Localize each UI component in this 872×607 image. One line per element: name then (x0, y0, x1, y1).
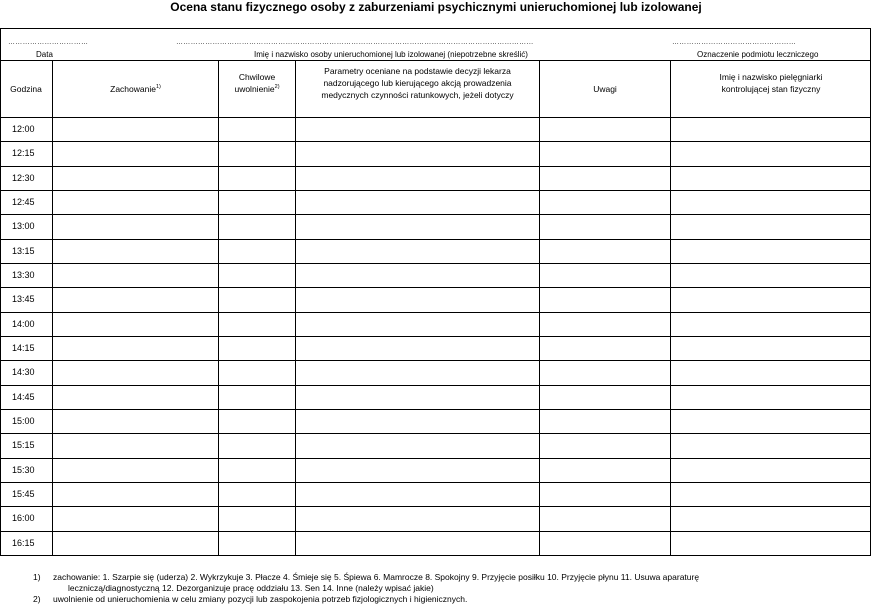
time-cell: 15:45 (12, 489, 35, 499)
time-cell: 12:00 (12, 124, 35, 134)
time-cell: 13:00 (12, 221, 35, 231)
footnote-ref-1: 1) (155, 84, 161, 90)
header-release-line2: uwolnienie (234, 84, 275, 94)
time-cell: 12:15 (12, 148, 35, 158)
footnote-1-marker: 1) (33, 572, 41, 582)
table-row-line (0, 287, 871, 288)
header-params-line3: medycznych czynności ratunkowych, jeżeli dotyczy (321, 90, 514, 100)
header-hour (0, 61, 52, 117)
table-row-line (0, 190, 871, 191)
time-cell: 16:00 (12, 513, 35, 523)
header-release-line1: Chwilowe (238, 72, 276, 82)
time-cell: 12:45 (12, 197, 35, 207)
time-cell: 14:30 (12, 367, 35, 377)
time-cell: 13:15 (12, 246, 35, 256)
table-row-line (0, 214, 871, 215)
document-title: Ocena stanu fizycznego osoby z zaburzeniami psychicznymi unieruchomionej lub izolowanej (170, 0, 702, 14)
footnote-1-line2: leczniczą/diagnostyczną 12. Dezorganizuje pracę oddziału 13. Sen 14. Inne (należy wpisać jakie) (68, 583, 434, 593)
header-behavior-text: Zachowanie (110, 84, 156, 94)
footnote-1-line1: zachowanie: 1. Szarpie się (uderza) 2. Wykrzykuje 3. Płacze 4. Śmieje się 5. Śpiewa 6. Mamrocze 8. Spokojny 9. Przyjęcie posiłku 10. Przyjęcie płynu 11. Usuwa aparaturę (53, 572, 700, 582)
date-label: Data (36, 50, 53, 59)
table-row-line (0, 531, 871, 532)
time-cell: 15:00 (12, 416, 35, 426)
column-divider-behavior (218, 60, 219, 556)
column-divider-hour (52, 60, 53, 556)
time-cell: 13:45 (12, 294, 35, 304)
header-nurse (671, 61, 871, 105)
facility-field[interactable]: …………………………………………… (672, 39, 797, 46)
table-row-line (0, 166, 871, 167)
time-cell: 13:30 (12, 270, 35, 280)
table-row-line (0, 239, 871, 240)
facility-label: Oznaczenie podmiotu leczniczego (697, 50, 819, 59)
time-cell: 15:15 (12, 440, 35, 450)
time-cell: 14:45 (12, 392, 35, 402)
header-release (219, 61, 295, 105)
header-nurse-line2: kontrolującej stan fizyczny (721, 84, 821, 94)
table-row-line (0, 458, 871, 459)
table-row-line (0, 263, 871, 264)
time-cell: 14:00 (12, 319, 35, 329)
table-row-line (0, 141, 871, 142)
time-cell: 15:30 (12, 465, 35, 475)
time-cell: 12:30 (12, 173, 35, 183)
table-row-line (0, 506, 871, 507)
table-row-line (0, 482, 871, 483)
patient-name-label: Imię i nazwisko osoby unieruchomionej lub izolowanej (niepotrzebne skreślić) (254, 50, 528, 59)
header-behavior (53, 61, 218, 117)
header-hour-text: Godzina (10, 84, 42, 94)
column-divider-params (539, 60, 540, 556)
header-parameters (296, 61, 539, 105)
table-row-line (0, 360, 871, 361)
header-params-line1: Parametry oceniane na podstawie decyzji lekarza (324, 66, 511, 76)
table-row-line (0, 117, 871, 118)
table-row-line (0, 409, 871, 410)
table-row-line (0, 312, 871, 313)
header-remarks-text: Uwagi (593, 84, 617, 94)
table-row-line (0, 385, 871, 386)
time-cell: 14:15 (12, 343, 35, 353)
footnote-2-marker: 2) (33, 594, 41, 604)
header-remarks (540, 61, 670, 117)
table-row-line (0, 433, 871, 434)
header-nurse-line1: Imię i nazwisko pielęgniarki (719, 72, 823, 82)
table-row-line (0, 336, 871, 337)
footnote-2-line1: uwolnienie od unieruchomienia w celu zmiany pozycji lub zaspokojenia potrzeb fizjologicznych i higienicznych. (53, 594, 468, 604)
footnote-ref-2: 2) (274, 84, 280, 90)
column-divider-remarks (670, 60, 671, 556)
patient-name-field[interactable]: ………………………………………………………………………………………………………………………………… (176, 39, 534, 46)
time-cell: 16:15 (12, 538, 35, 548)
header-params-line2: nadzorującego lub kierującego akcją prowadzenia (323, 78, 512, 88)
column-divider-release (295, 60, 296, 556)
date-field[interactable]: …………………………… (8, 39, 89, 46)
